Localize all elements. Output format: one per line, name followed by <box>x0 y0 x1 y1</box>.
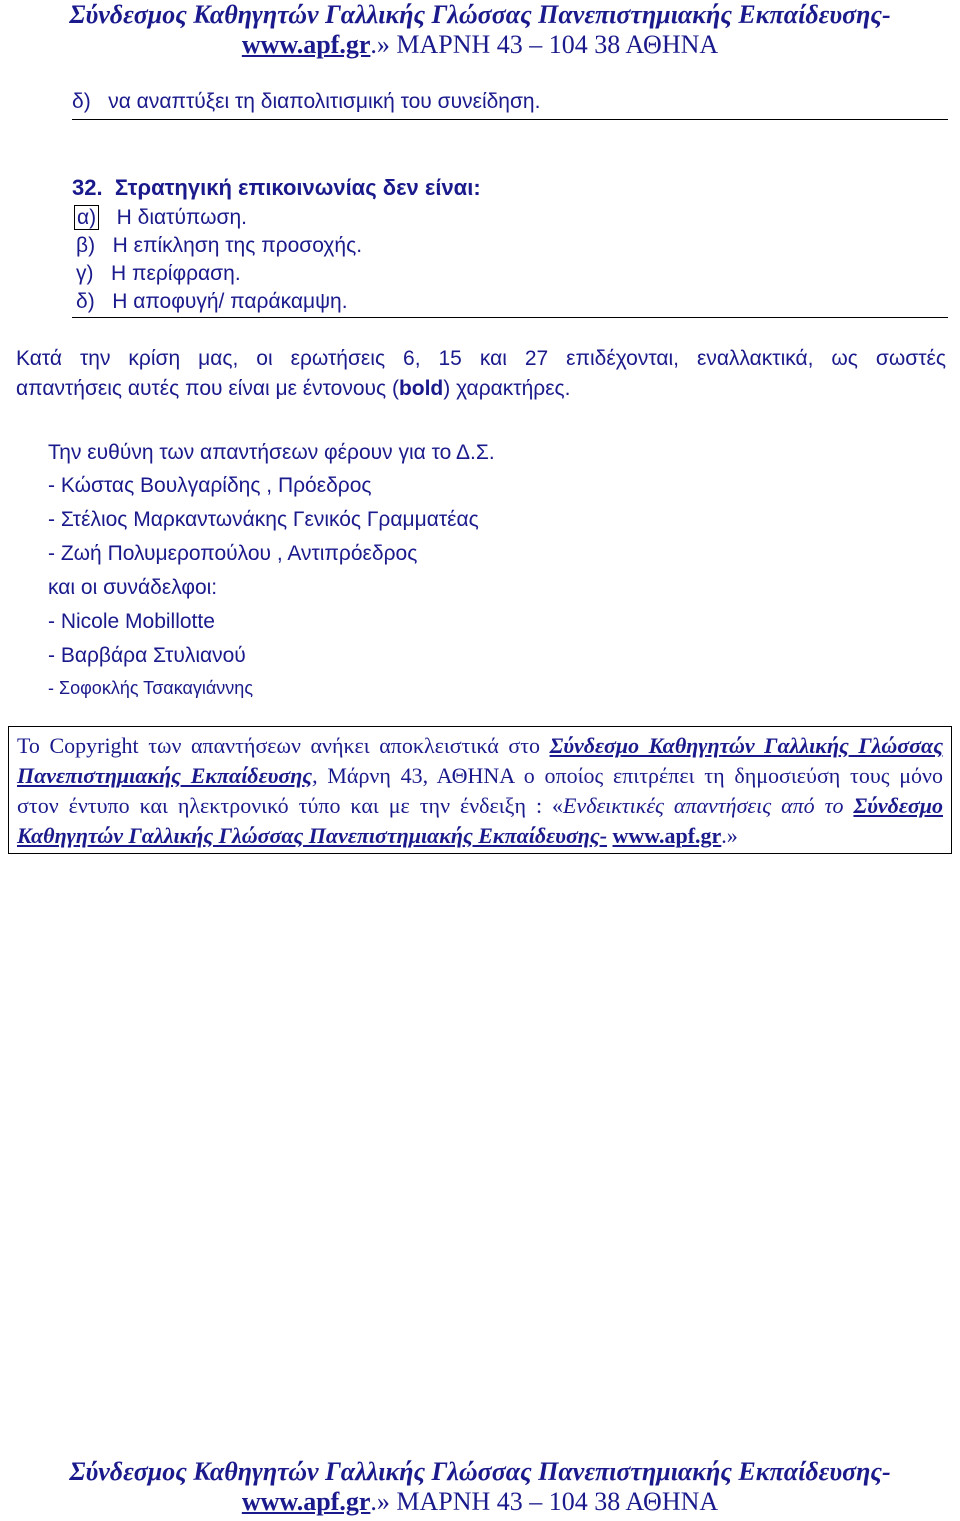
option-b-label: β) <box>76 234 96 257</box>
option-b-text: Η επίκληση της προσοχής. <box>112 234 363 257</box>
prev-option-label: δ) <box>72 90 91 113</box>
note-line-2 <box>16 374 571 404</box>
copyright-text-2: , Μάρνη 43, ΑΘΗΝΑ ο οποίος επιτρέπει τη δημοσιεύση τους μόνο στον έντυπο και ηλεκτρονικό τύπο και με την ένδειξη : « <box>17 763 943 818</box>
option-c <box>76 260 241 288</box>
colleague: - Βαρβάρα Στυλιανού <box>48 644 246 667</box>
copyright-end: .» <box>721 823 738 848</box>
colleagues-intro: και οι συνάδελφοι: <box>48 576 218 599</box>
footer-address-line <box>0 1487 960 1517</box>
option-a-text: Η διατύπωση. <box>116 206 247 229</box>
option-b <box>76 232 362 260</box>
option-d <box>76 288 348 316</box>
question-title <box>72 174 481 202</box>
option-d-label: δ) <box>76 290 95 313</box>
copyright-org-2: Σύνδεσμο Καθηγητών Γαλλικής Γλώσσας Πανεπιστημιακής Εκπαίδευσης- <box>17 793 943 848</box>
option-a <box>74 204 247 232</box>
option-c-text: Η περίφραση. <box>111 262 241 285</box>
team-intro: Την ευθύνη των απαντήσεων φέρουν για το Δ.Σ. <box>48 441 495 464</box>
team-member: - Ζωή Πολυμεροπούλου , Αντιπρόεδρος <box>48 542 418 565</box>
note-line-1: Κατά την κρίση μας, οι ερωτήσεις 6, 15 και 27 επιδέχονται, εναλλακτικά, ως σωστές <box>16 347 946 370</box>
copyright-italic: Ενδεικτικές απαντήσεις από το <box>563 793 854 818</box>
team-member: - Στέλιος Μαρκαντωνάκης Γενικός Γραμματέας <box>48 508 479 531</box>
copyright-org: Σύνδεσμο Καθηγητών Γαλλικής Γλώσσας Πανεπιστημιακής Εκπαίδευσης <box>17 733 944 788</box>
footer-address: .» ΜΑΡΝΗ 43 – 104 38 ΑΘΗΝΑ <box>370 1487 719 1516</box>
option-c-label: γ) <box>76 262 94 285</box>
header-link[interactable]: www.apf.gr <box>241 30 371 59</box>
footer-org: Σύνδεσμος Καθηγητών Γαλλικής Γλώσσας Πανεπιστημιακής Εκπαίδευσης- <box>69 1457 891 1486</box>
prev-option <box>72 88 540 116</box>
colleague: - Σοφοκλής Τσακαγιάννης <box>48 678 253 698</box>
colleague: - Nicole Mobillotte <box>48 610 215 633</box>
option-a-label: α) <box>74 205 99 230</box>
divider <box>72 317 948 318</box>
note-text: απαντήσεις αυτές που είναι με έντονους ( <box>16 377 399 400</box>
footer-link[interactable]: www.apf.gr <box>241 1487 371 1516</box>
header-address: .» ΜΑΡΝΗ 43 – 104 38 ΑΘΗΝΑ <box>370 30 719 59</box>
header-org: Σύνδεσμος Καθηγητών Γαλλικής Γλώσσας Πανεπιστημιακής Εκπαίδευσης- <box>69 0 891 29</box>
note-text-end: ) χαρακτήρες. <box>443 377 571 400</box>
option-d-text: Η αποφυγή/ παράκαμψη. <box>112 290 348 313</box>
question-number: 32. <box>72 175 103 200</box>
page-footer <box>0 1457 960 1517</box>
note-bold: bold <box>398 377 444 400</box>
divider <box>72 119 948 120</box>
question-text: Στρατηγική επικοινωνίας δεν είναι: <box>114 175 481 200</box>
copyright-box <box>8 726 952 854</box>
page-header <box>0 0 960 60</box>
team-member: - Κώστας Βουλγαρίδης , Πρόεδρος <box>48 474 372 497</box>
copyright-link[interactable]: www.apf.gr <box>612 823 722 848</box>
header-address-line <box>0 30 960 60</box>
copyright-text: Το Copyright των απαντήσεων ανήκει αποκλειστικά στο <box>17 733 550 758</box>
prev-option-text: να αναπτύξει τη διαπολιτισμική του συνείδηση. <box>108 90 541 113</box>
